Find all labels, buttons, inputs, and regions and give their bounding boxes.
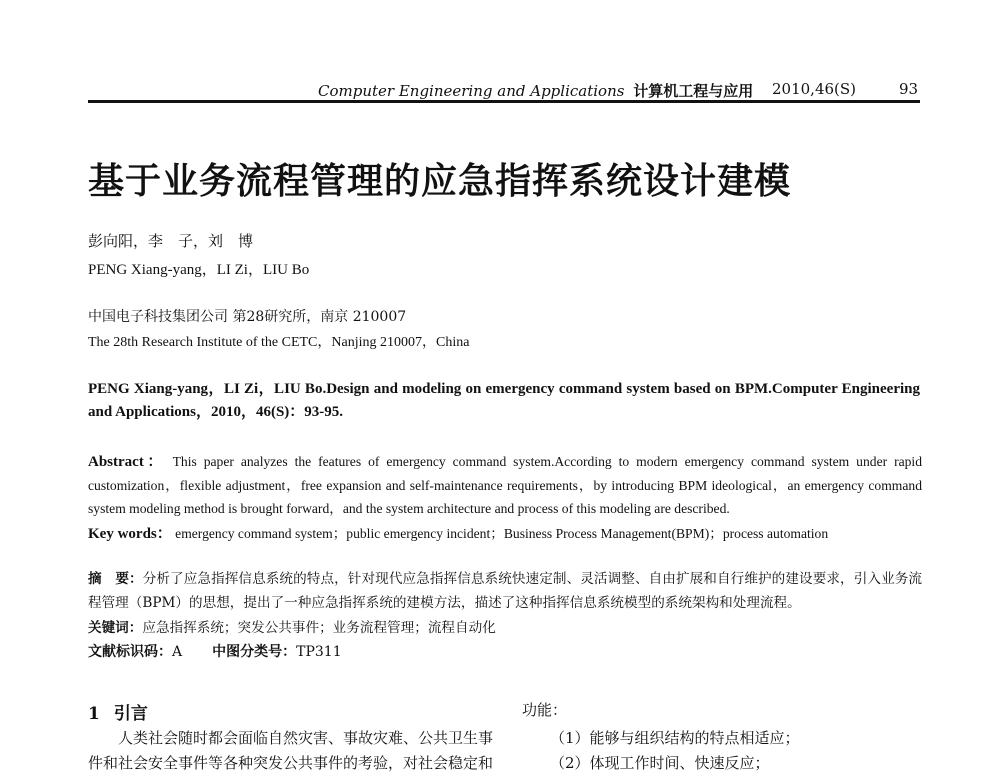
header-rule bbox=[88, 100, 920, 103]
page-number: 93 bbox=[899, 80, 919, 98]
right-column-line: （1）能够与组织结构的特点相适应； bbox=[550, 729, 800, 747]
journal-name-en: Computer Engineering and Applications bbox=[318, 82, 625, 100]
abstract-label: Abstract： bbox=[88, 454, 166, 470]
right-column-line: 功能： bbox=[522, 701, 568, 719]
section-title: 引言 bbox=[113, 704, 148, 724]
cn-keywords-label: 关键词： bbox=[88, 620, 143, 636]
section-heading bbox=[88, 699, 148, 724]
section-number: 1 bbox=[88, 704, 100, 724]
affiliation-cn: 中国电子科技集团公司 第28研究所，南京 210007 bbox=[88, 309, 407, 325]
classification bbox=[88, 641, 342, 661]
keywords-cn bbox=[88, 616, 496, 636]
abstract-text: This paper analyzes the features of emergency command system.According to modern emergency command system under rapid customization，flexible adjustment，free expansion and self-maintenance requirements，by introducing BPM ideological，an emergency command system modeling method is brought forward，and the system architecture and process of this modeling are described. bbox=[88, 454, 923, 516]
affiliation-en: The 28th Research Institute of the CETC，Nanjing 210007，China bbox=[88, 335, 470, 350]
keywords-label: Key words： bbox=[88, 526, 172, 542]
doc-code-value: A bbox=[172, 644, 183, 660]
cn-abstract-label: 摘 要： bbox=[88, 571, 143, 587]
cn-keywords-text: 应急指挥系统；突发公共事件；业务流程管理；流程自动化 bbox=[142, 620, 496, 636]
clc-label: 中图分类号： bbox=[212, 644, 297, 660]
body-text-line: 件和社会安全事件等各种突发公共事件的考验，对社会稳定和 bbox=[88, 754, 494, 772]
keywords-text: emergency command system；public emergency incident；Business Process Management(BPM)；process automation bbox=[175, 526, 829, 541]
body-text-line: 人类社会随时都会面临自然灾害、事故灾难、公共卫生事 bbox=[118, 729, 494, 747]
keywords-en bbox=[88, 522, 922, 543]
running-header-journal bbox=[318, 80, 753, 101]
abstract-en bbox=[88, 450, 922, 520]
journal-name-cn: 计算机工程与应用 bbox=[633, 82, 754, 100]
cn-abstract-text: 分析了应急指挥信息系统的特点，针对现代应急指挥信息系统快速定制、灵活调整、自由扩展和自行维护的建设要求，引入业务流程管理（BPM）的思想，提出了一种应急指挥系统的建模方法，描述了这种指挥信息系统模型的系统架构和处理流程。 bbox=[88, 571, 923, 611]
doc-code-label: 文献标识码： bbox=[88, 644, 172, 660]
right-column-line: （2）体现工作时间、快速反应； bbox=[550, 754, 770, 772]
paper-title: 基于业务流程管理的应急指挥系统设计建模 bbox=[88, 160, 792, 202]
authors-en: PENG Xiang-yang，LI Zi，LIU Bo bbox=[88, 262, 310, 278]
citation: PENG Xiang-yang，LI Zi，LIU Bo.Design and modeling on emergency command system based on BPM.Computer Engineering and Applications，2010，46(S)：93-95. bbox=[88, 381, 920, 420]
abstract-cn bbox=[88, 567, 922, 615]
authors-cn: 彭向阳，李 子，刘 博 bbox=[88, 232, 254, 250]
volume-issue: 2010,46(S) bbox=[772, 80, 857, 98]
clc-value: TP311 bbox=[296, 644, 342, 660]
